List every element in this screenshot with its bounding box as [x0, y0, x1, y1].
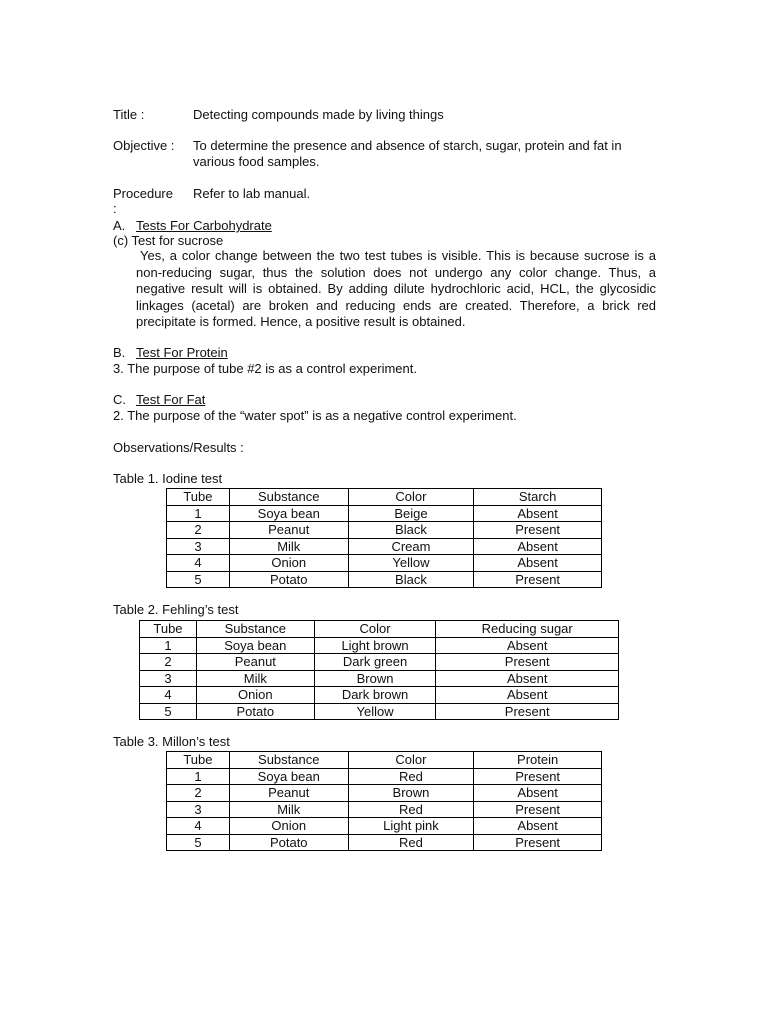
table-cell: Peanut	[229, 522, 348, 539]
table-2-fehling	[139, 620, 619, 720]
table-cell: 4	[167, 555, 230, 572]
table-cell: Absent	[436, 637, 619, 654]
column-header: Tube	[167, 489, 230, 506]
table-cell: 2	[167, 785, 230, 802]
table-3-millon	[166, 751, 602, 851]
table-cell: Potato	[196, 703, 314, 720]
table-cell: Light pink	[348, 818, 474, 835]
table-cell: 5	[167, 571, 230, 588]
table-cell: 4	[167, 818, 230, 835]
table-cell: 3	[167, 538, 230, 555]
table-cell: Dark green	[314, 654, 436, 671]
table-cell: Absent	[436, 687, 619, 704]
table-row	[167, 785, 602, 802]
table-cell: Black	[348, 571, 474, 588]
table-cell: Present	[474, 522, 602, 539]
section-c-heading: Test For Fat	[136, 392, 206, 407]
table-cell: Present	[474, 834, 602, 851]
section-b-letter: B.	[113, 345, 126, 360]
table-cell: Soya bean	[229, 505, 348, 522]
column-header: Substance	[229, 752, 348, 769]
table-cell: Absent	[474, 505, 602, 522]
column-header: Substance	[196, 621, 314, 638]
table-2-caption: Table 2. Fehling’s test	[113, 602, 239, 617]
table-row	[167, 571, 602, 588]
table-cell: Potato	[229, 834, 348, 851]
table-cell: Present	[436, 703, 619, 720]
table-row	[140, 703, 619, 720]
table-cell: 1	[140, 637, 197, 654]
table-cell: Black	[348, 522, 474, 539]
table-1-body	[167, 489, 602, 588]
table-cell: Red	[348, 768, 474, 785]
table-cell: Onion	[229, 555, 348, 572]
objective-label: Objective :	[113, 138, 175, 153]
table-row	[167, 834, 602, 851]
table-row	[140, 654, 619, 671]
section-c-letter: C.	[113, 392, 126, 407]
table-cell: 2	[140, 654, 197, 671]
section-a-heading: Tests For Carbohydrate	[136, 218, 272, 233]
table-cell: Absent	[474, 785, 602, 802]
table-cell: Potato	[229, 571, 348, 588]
column-header: Tube	[167, 752, 230, 769]
table-cell: Soya bean	[229, 768, 348, 785]
table-header-row	[167, 752, 602, 769]
column-header: Starch	[474, 489, 602, 506]
table-row	[167, 505, 602, 522]
table-cell: Onion	[196, 687, 314, 704]
table-row	[167, 768, 602, 785]
table-cell: Milk	[196, 670, 314, 687]
observations-label: Observations/Results :	[113, 440, 244, 455]
table-header-row	[167, 489, 602, 506]
table-cell: Onion	[229, 818, 348, 835]
table-cell: Red	[348, 801, 474, 818]
table-header-row	[140, 621, 619, 638]
table-cell: Dark brown	[314, 687, 436, 704]
section-c-text: 2. The purpose of the “water spot” is as a negative control experiment.	[113, 408, 517, 423]
procedure-value: Refer to lab manual.	[193, 186, 311, 201]
column-header: Substance	[229, 489, 348, 506]
table-cell: Red	[348, 834, 474, 851]
table-row	[140, 637, 619, 654]
table-cell: Absent	[474, 555, 602, 572]
title-value: Detecting compounds made by living things	[193, 107, 444, 122]
column-header: Color	[314, 621, 436, 638]
table-1-caption: Table 1. Iodine test	[113, 471, 223, 486]
objective-line-1: To determine the presence and absence of starch, sugar, protein and fat in	[193, 138, 622, 153]
table-cell: Yellow	[348, 555, 474, 572]
table-cell: Milk	[229, 538, 348, 555]
table-row	[167, 818, 602, 835]
table-cell: 3	[140, 670, 197, 687]
table-cell: Absent	[474, 818, 602, 835]
table-cell: Milk	[229, 801, 348, 818]
table-row	[167, 522, 602, 539]
table-row	[140, 670, 619, 687]
column-header: Color	[348, 489, 474, 506]
table-cell: Brown	[314, 670, 436, 687]
table-cell: Absent	[436, 670, 619, 687]
column-header: Color	[348, 752, 474, 769]
table-3-caption: Table 3. Millon’s test	[113, 734, 230, 749]
table-cell: 3	[167, 801, 230, 818]
table-1-iodine	[166, 488, 602, 588]
table-row	[167, 555, 602, 572]
table-cell: Yellow	[314, 703, 436, 720]
table-cell: Present	[474, 801, 602, 818]
table-cell: Absent	[474, 538, 602, 555]
table-cell: Present	[436, 654, 619, 671]
section-b-text: 3. The purpose of tube #2 is as a control experiment.	[113, 361, 417, 376]
table-cell: Peanut	[229, 785, 348, 802]
column-header: Tube	[140, 621, 197, 638]
table-row	[167, 538, 602, 555]
table-cell: Cream	[348, 538, 474, 555]
table-2-body	[140, 621, 619, 720]
table-cell: 5	[167, 834, 230, 851]
table-cell: Light brown	[314, 637, 436, 654]
column-header: Reducing sugar	[436, 621, 619, 638]
table-cell: Present	[474, 768, 602, 785]
objective-line-2: various food samples.	[193, 154, 320, 169]
section-a-paragraph	[136, 248, 656, 331]
table-cell: 2	[167, 522, 230, 539]
section-a-letter: A.	[113, 218, 126, 233]
table-cell: 1	[167, 505, 230, 522]
table-cell: 4	[140, 687, 197, 704]
table-row	[140, 687, 619, 704]
column-header: Protein	[474, 752, 602, 769]
table-cell: Beige	[348, 505, 474, 522]
procedure-label: Procedure	[113, 186, 173, 201]
table-cell: 1	[167, 768, 230, 785]
section-a-paragraph-text: Yes, a color change between the two test tubes is visible. This is because sucrose is a non-reducing sugar, thus the solution does not undergo any color change. Thus, a negative result will is obtained. By adding dilute hydrochloric acid, HCL, the glycosidic linkages (acetal) are broken and reducing ends are created. Therefore, a brick red precipitate is formed. Hence, a positive result is obtained.	[136, 248, 656, 329]
title-label: Title :	[113, 107, 145, 122]
table-3-body	[167, 752, 602, 851]
section-b-heading: Test For Protein	[136, 345, 228, 360]
table-cell: 5	[140, 703, 197, 720]
table-cell: Brown	[348, 785, 474, 802]
table-cell: Soya bean	[196, 637, 314, 654]
table-row	[167, 801, 602, 818]
procedure-colon: :	[113, 201, 117, 216]
table-cell: Peanut	[196, 654, 314, 671]
table-cell: Present	[474, 571, 602, 588]
section-a-sub: (c) Test for sucrose	[113, 233, 224, 248]
